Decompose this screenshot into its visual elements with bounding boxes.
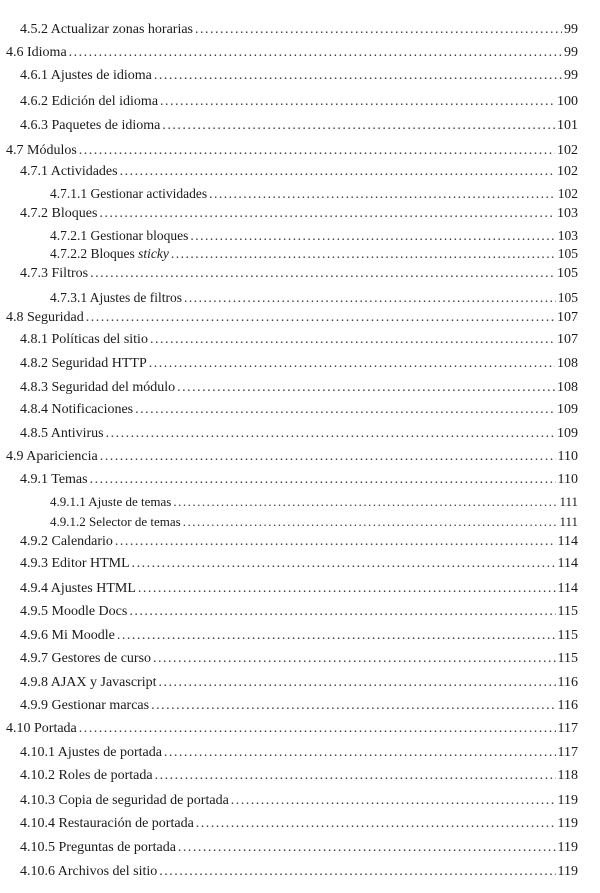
dot-leader: [162, 118, 555, 134]
toc-entry[interactable]: [50, 228, 578, 244]
dot-leader: [115, 534, 556, 550]
dot-leader: [190, 228, 555, 244]
toc-entry[interactable]: [20, 793, 578, 809]
dot-leader: [159, 864, 555, 880]
dot-leader: [173, 494, 557, 510]
toc-page-number: 102: [557, 143, 578, 158]
toc-page-number: 105: [557, 246, 578, 261]
dot-leader: [164, 745, 556, 761]
toc-entry-title: [6, 449, 100, 465]
toc-entry-title: [20, 380, 177, 396]
toc-page-number: 117: [557, 721, 578, 736]
toc-entry-title-text: 4.7 Módulos: [6, 143, 77, 158]
toc-entry[interactable]: [50, 246, 578, 262]
toc-entry-title-text: 4.8.2 Seguridad HTTP: [20, 356, 147, 371]
dot-leader: [177, 380, 555, 396]
toc-entry-title: [20, 556, 132, 572]
dot-leader: [79, 721, 556, 737]
toc-page-number: 118: [557, 768, 578, 783]
toc-entry-title: [20, 628, 117, 644]
dot-leader: [159, 675, 556, 691]
toc-page-number: 119: [557, 793, 578, 808]
toc-entry-title: [20, 426, 106, 442]
toc-page-number: 108: [557, 356, 578, 371]
toc-entry[interactable]: [50, 514, 578, 530]
toc-entry[interactable]: [6, 143, 578, 159]
toc-page-number: 99: [564, 45, 578, 60]
toc-entry[interactable]: [20, 206, 578, 222]
dot-leader: [90, 266, 555, 282]
toc-entry[interactable]: [20, 534, 578, 550]
toc-page-number: 109: [557, 402, 578, 417]
toc-page-number: 99: [564, 22, 578, 37]
dot-leader: [231, 793, 556, 809]
toc-entry[interactable]: [20, 426, 578, 442]
dot-leader: [196, 816, 556, 832]
toc-entry-title-text: 4.7.3.1 Ajustes de filtros: [50, 290, 182, 305]
dot-leader: [150, 332, 555, 348]
toc-entry-title-text: 4.10.1 Ajustes de portada: [20, 745, 162, 760]
toc-entry-title-text: 4.7.2 Bloques: [20, 206, 98, 221]
toc-entry-title: [20, 534, 115, 550]
toc-entry-title: [50, 290, 184, 306]
toc-entry-title-text: 4.9.5 Moodle Docs: [20, 604, 128, 619]
toc-entry-title-text: 4.9.9 Gestionar marcas: [20, 698, 150, 713]
dot-leader: [100, 449, 556, 465]
toc-entry-title: [20, 118, 162, 134]
toc-entry-title-text: 4.9.1.2 Selector de temas: [50, 514, 181, 529]
toc-entry-title: [6, 721, 79, 737]
dot-leader: [69, 45, 562, 61]
toc-entry-title: [6, 45, 69, 61]
toc-entry-title: [6, 310, 86, 326]
toc-entry[interactable]: [20, 768, 578, 784]
toc-entry-title: [20, 604, 129, 620]
toc-page-number: 107: [557, 332, 578, 347]
dot-leader: [129, 604, 555, 620]
toc-entry-title-text: 4.8.1 Políticas del sitio: [20, 332, 148, 347]
toc-page-number: 102: [557, 164, 578, 179]
toc-page-number: 119: [557, 840, 578, 855]
toc-entry-title: [20, 581, 138, 597]
toc-entry-title-text: 4.9.8 AJAX y Javascript: [20, 675, 157, 690]
toc-entry-title-text: 4.10.3 Copia de seguridad de portada: [20, 793, 229, 808]
toc-page-number: 116: [557, 698, 578, 713]
toc-entry[interactable]: [20, 402, 578, 418]
toc-entry-title-text: 4.10.6 Archivos del sitio: [20, 864, 158, 879]
dot-leader: [178, 840, 556, 856]
toc-entry[interactable]: [20, 118, 578, 134]
toc-entry[interactable]: [20, 164, 578, 180]
toc-entry[interactable]: [50, 186, 578, 202]
toc-entry-title-emphasis: sticky: [138, 246, 169, 261]
toc-page-number: 115: [557, 628, 578, 643]
toc-entry-title-text: 4.6.2 Edición del idioma: [20, 94, 159, 109]
toc-entry-title-text: 4.8.5 Antivirus: [20, 426, 104, 441]
toc-page-number: 114: [557, 534, 578, 549]
toc-page-number: 115: [557, 651, 578, 666]
toc-entry-title-text: 4.9.2 Calendario: [20, 534, 113, 549]
dot-leader: [106, 426, 555, 442]
toc-entry[interactable]: [20, 628, 578, 644]
toc-entry-title-text: 4.7.1.1 Gestionar actividades: [50, 186, 208, 201]
toc-entry-title-text: 4.5.2 Actualizar zonas horarias: [20, 22, 193, 37]
dot-leader: [195, 22, 562, 38]
toc-entry-title: [20, 768, 155, 784]
dot-leader: [86, 310, 555, 326]
toc-entry-title: [50, 494, 173, 510]
toc-entry-title-text: 4.9.7 Gestores de curso: [20, 651, 152, 666]
dot-leader: [117, 628, 556, 644]
toc-entry-title-text: 4.10.4 Restauración de portada: [20, 816, 194, 831]
dot-leader: [132, 556, 556, 572]
toc-page-number: 100: [557, 94, 578, 109]
toc-page-number: 107: [557, 310, 578, 325]
toc-entry[interactable]: [6, 45, 578, 61]
toc-page-number: 108: [557, 380, 578, 395]
toc-entry[interactable]: [50, 494, 578, 510]
toc-entry[interactable]: [6, 721, 578, 737]
toc-entry-title: [20, 266, 90, 282]
toc-page-number: 114: [557, 581, 578, 596]
toc-entry-title: [20, 68, 154, 84]
dot-leader: [151, 698, 555, 714]
toc-entry[interactable]: [6, 449, 578, 465]
toc-entry[interactable]: [20, 472, 578, 488]
toc-entry[interactable]: [20, 651, 578, 667]
toc-entry-title: [20, 22, 195, 38]
toc-entry-title: [20, 164, 120, 180]
toc-entry[interactable]: [20, 332, 578, 348]
toc-entry-title: [20, 94, 160, 110]
toc-entry-title: [20, 698, 151, 714]
toc-entry[interactable]: [20, 604, 578, 620]
toc-entry-title-text: 4.7.3 Filtros: [20, 266, 89, 281]
dot-leader: [135, 402, 555, 418]
toc-entry-title-text: 4.9.1.1 Ajuste de temas: [50, 494, 172, 509]
toc-entry-title-text: 4.9.1 Temas: [20, 472, 88, 487]
toc-entry-title: [50, 228, 190, 244]
dot-leader: [90, 472, 556, 488]
toc-page-number: 110: [557, 449, 578, 464]
dot-leader: [138, 581, 556, 597]
toc-entry[interactable]: [20, 68, 578, 84]
toc-entry[interactable]: [20, 698, 578, 714]
toc-entry[interactable]: [20, 816, 578, 832]
toc-entry[interactable]: [20, 675, 578, 691]
toc-entry-title: [50, 514, 183, 530]
toc-entry[interactable]: [20, 356, 578, 372]
toc-entry-title-text: 4.10.5 Preguntas de portada: [20, 840, 176, 855]
toc-page-number: 111: [559, 514, 578, 529]
toc-page-number: 119: [557, 864, 578, 879]
toc-entry-title: [20, 840, 178, 856]
toc-entry-title: [20, 745, 164, 761]
toc-entry-title-text: 4.7.1 Actividades: [20, 164, 118, 179]
toc-entry[interactable]: [20, 864, 578, 880]
toc-page-number: 115: [557, 604, 578, 619]
dot-leader: [154, 68, 562, 84]
toc-entry[interactable]: [20, 840, 578, 856]
toc-page-number: 103: [557, 228, 578, 243]
toc-entry-title-text: 4.9 Apariciencia: [6, 449, 98, 464]
toc-entry-title-text: 4.9.6 Mi Moodle: [20, 628, 115, 643]
toc-entry-title: [20, 402, 135, 418]
toc-entry-title: [6, 143, 79, 159]
toc-entry-title-text: 4.10.2 Roles de portada: [20, 768, 153, 783]
dot-leader: [184, 290, 556, 306]
toc-page-number: 110: [557, 472, 578, 487]
toc-entry-title: [20, 332, 150, 348]
toc-entry-title-text: 4.6.1 Ajustes de idioma: [20, 68, 152, 83]
toc-page-number: 103: [557, 206, 578, 221]
dot-leader: [155, 768, 556, 784]
toc-page-number: 116: [557, 675, 578, 690]
toc-entry-title-text: 4.6.3 Paquetes de idioma: [20, 118, 161, 133]
toc-page-number: 99: [564, 68, 578, 83]
dot-leader: [79, 143, 555, 159]
toc-entry-title: [20, 793, 231, 809]
dot-leader: [183, 514, 558, 530]
toc-entry[interactable]: [50, 290, 578, 306]
toc-entry-title: [20, 472, 90, 488]
toc-entry-title-text: 4.10 Portada: [6, 721, 77, 736]
dot-leader: [153, 651, 555, 667]
toc-entry[interactable]: [20, 266, 578, 282]
toc-page-number: 109: [557, 426, 578, 441]
toc-entry-title: [20, 864, 159, 880]
dot-leader: [149, 356, 555, 372]
toc-entry[interactable]: [20, 745, 578, 761]
toc-page-number: 117: [557, 745, 578, 760]
toc-page-number: 111: [559, 494, 578, 509]
toc-entry-title: [20, 356, 149, 372]
toc-entry[interactable]: [20, 556, 578, 572]
dot-leader: [120, 164, 555, 180]
toc-entry-title-text: 4.8.3 Seguridad del módulo: [20, 380, 176, 395]
toc-entry-title: [50, 246, 171, 262]
dot-leader: [171, 246, 556, 262]
toc-entry-title-text: 4.8 Seguridad: [6, 310, 84, 325]
toc-entry[interactable]: [20, 581, 578, 597]
toc-page-number: 102: [557, 186, 578, 201]
dot-leader: [99, 206, 555, 222]
toc-entry-title-text: 4.9.4 Ajustes HTML: [20, 581, 136, 596]
toc-entry-title-text: 4.9.3 Editor HTML: [20, 556, 130, 571]
toc-page-number: 119: [557, 816, 578, 831]
toc-entry-title-text: 4.6 Idioma: [6, 45, 67, 60]
dot-leader: [209, 186, 556, 202]
toc-entry-title: [50, 186, 209, 202]
toc-entry-title-text: 4.8.4 Notificaciones: [20, 402, 134, 417]
toc-page-number: 105: [557, 266, 578, 281]
toc-entry-title-text: 4.7.2.1 Gestionar bloques: [50, 228, 189, 243]
toc-entry[interactable]: [6, 310, 578, 326]
toc-entry[interactable]: [20, 94, 578, 110]
toc-entry-title: [20, 206, 99, 222]
toc-entry-title: [20, 675, 159, 691]
toc-page-number: 105: [557, 290, 578, 305]
toc-entry-title: [20, 816, 196, 832]
toc-page-number: 114: [557, 556, 578, 571]
toc-entry-title: [20, 651, 153, 667]
toc-entry[interactable]: [20, 22, 578, 38]
toc-entry[interactable]: [20, 380, 578, 396]
toc-page-number: 101: [557, 118, 578, 133]
toc-entry-title-text: 4.7.2.2 Bloques: [50, 246, 139, 261]
dot-leader: [160, 94, 555, 110]
